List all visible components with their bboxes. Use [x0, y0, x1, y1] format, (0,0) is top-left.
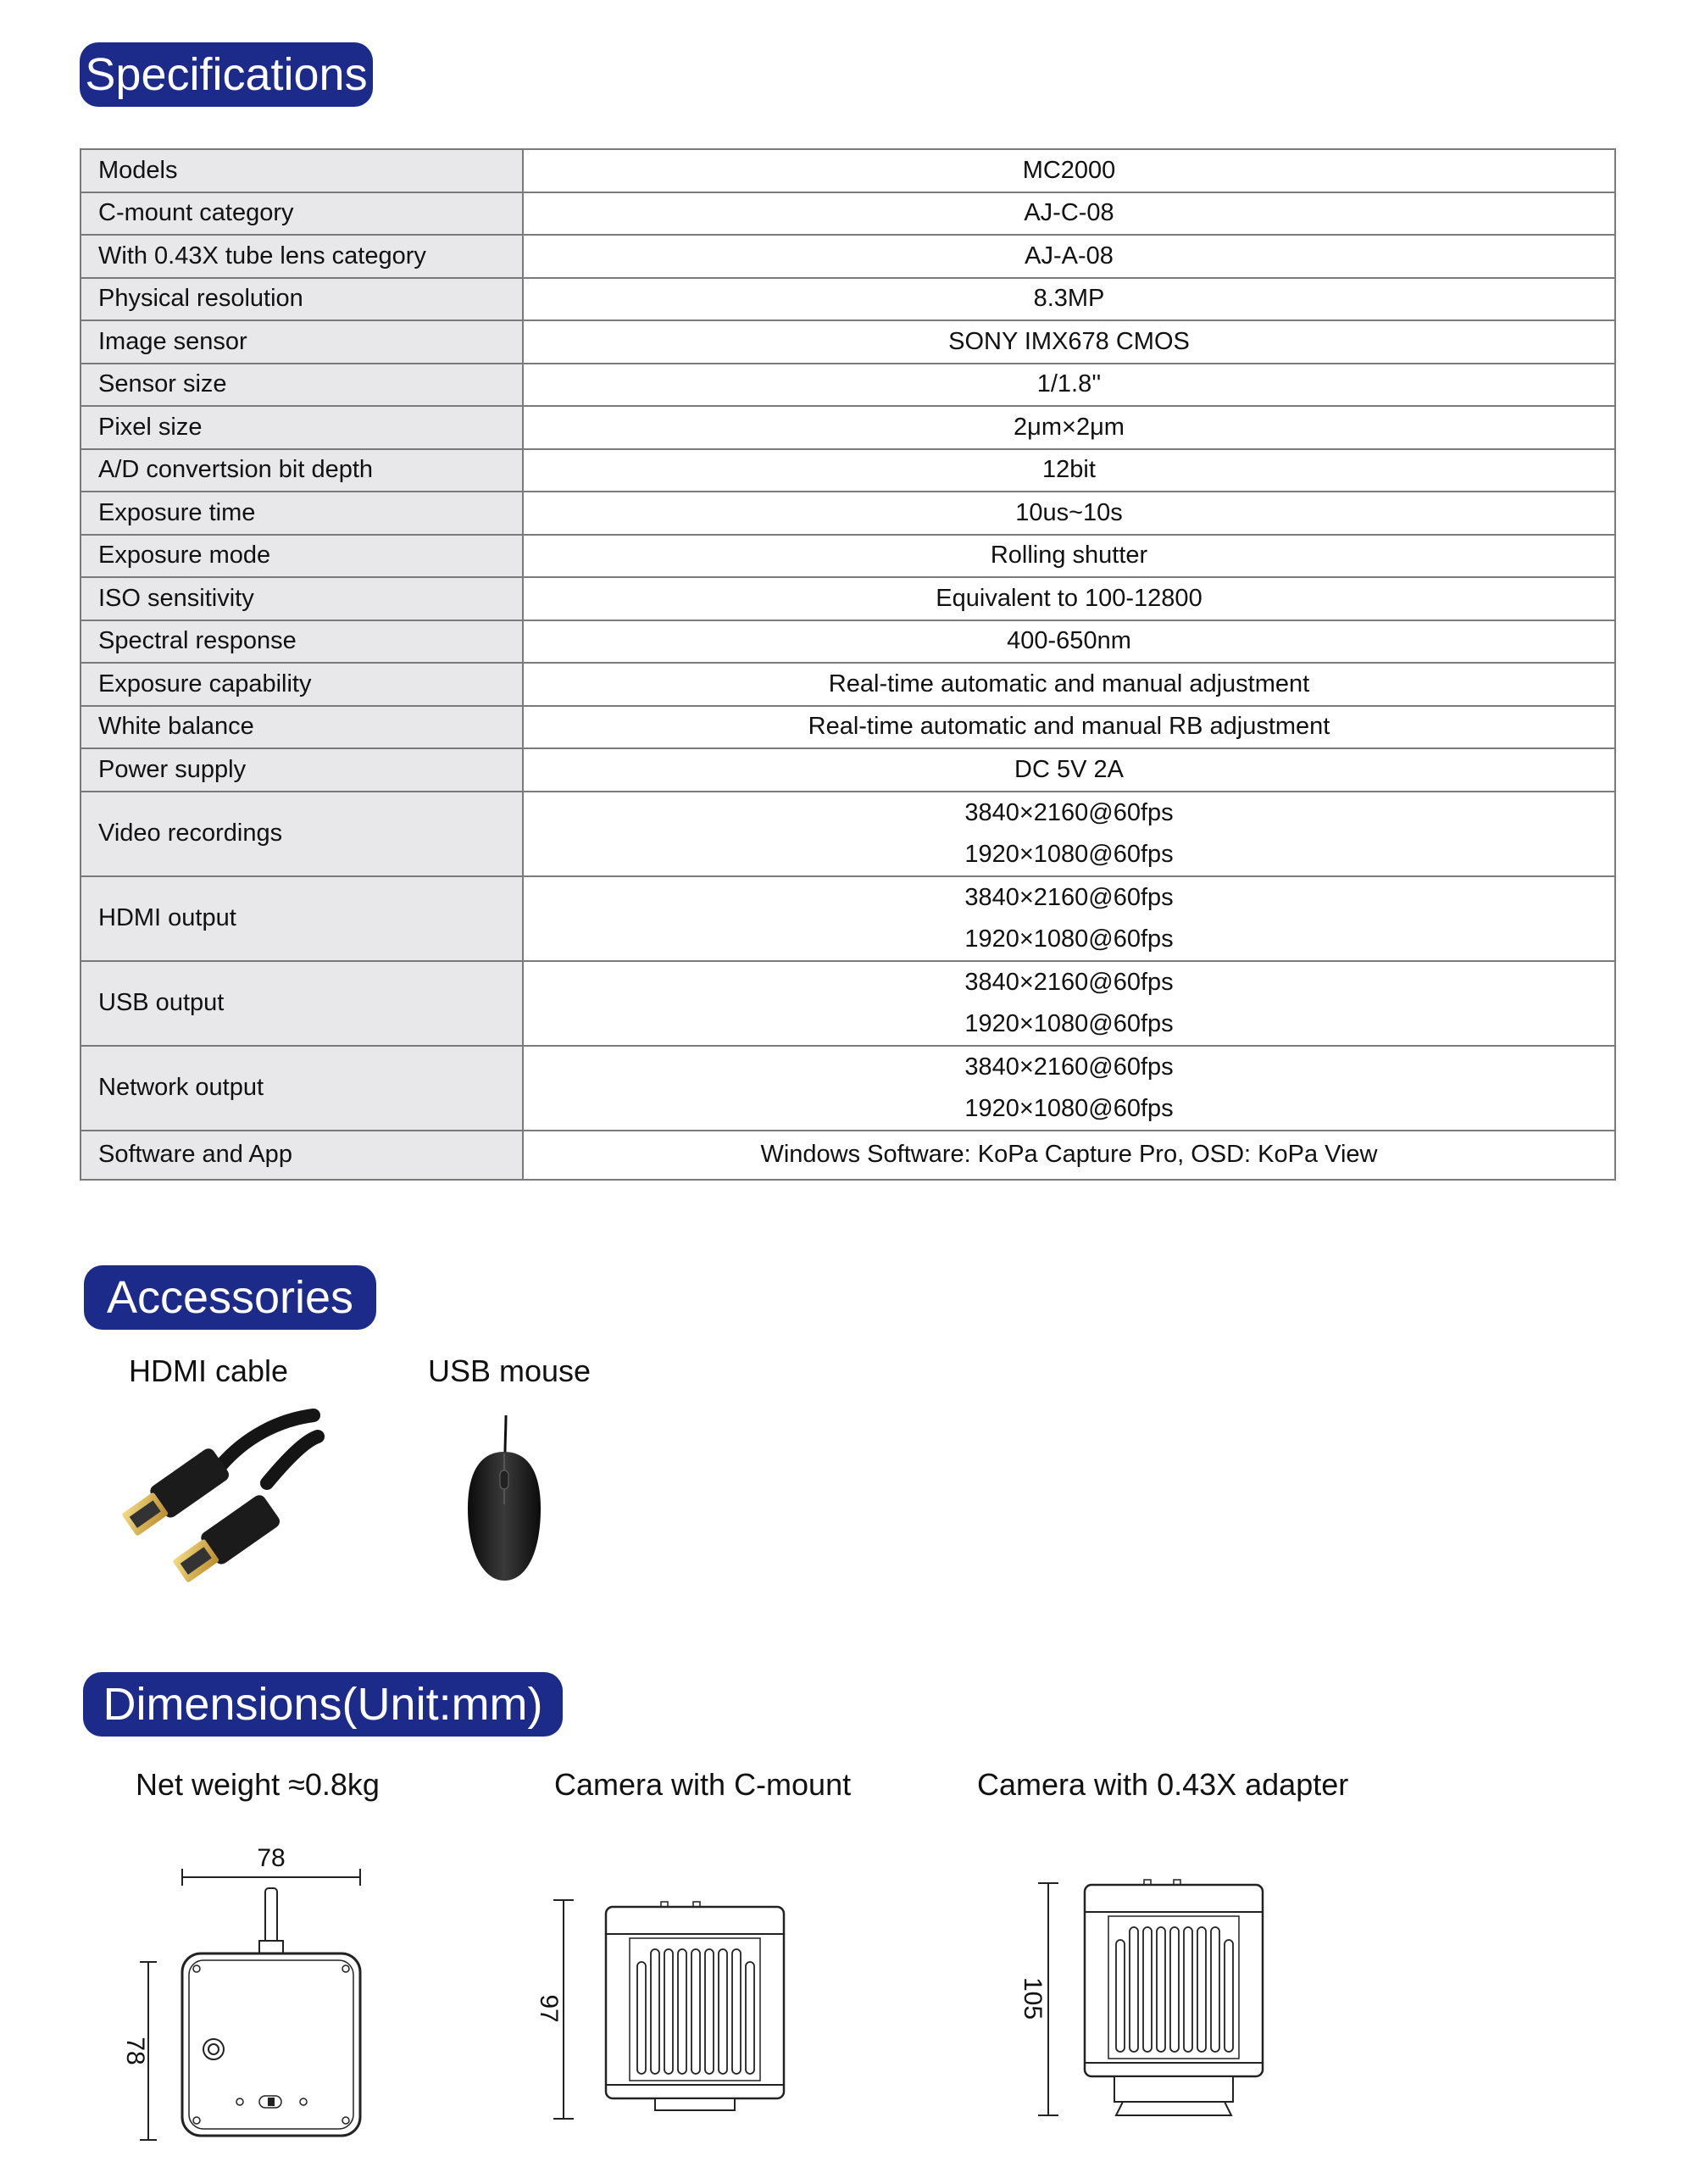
spec-key: Image sensor: [81, 320, 523, 364]
spec-value: DC 5V 2A: [523, 748, 1615, 792]
top-width-dimension: 78: [257, 1844, 286, 1872]
spec-key: C-mount category: [81, 192, 523, 236]
table-row: [81, 663, 1615, 706]
spec-key: Exposure mode: [81, 535, 523, 578]
spec-key: Video recordings: [81, 792, 523, 876]
adapter-height-dimension: 105: [1019, 1976, 1047, 2020]
spec-key: Pixel size: [81, 406, 523, 449]
table-row: [81, 748, 1615, 792]
table-row: [81, 449, 1615, 492]
table-row: [81, 192, 1615, 236]
spec-key: White balance: [81, 706, 523, 749]
table-row: [81, 1046, 1615, 1131]
specifications-heading: Specifications: [80, 42, 373, 107]
spec-value-line: 1920×1080@60fps: [964, 840, 1174, 868]
table-row: [81, 876, 1615, 961]
table-row: [81, 577, 1615, 620]
spec-value: 1/1.8'': [523, 364, 1615, 407]
camera-c-mount-drawing: [535, 1881, 797, 2136]
spec-value-line: 3840×2160@60fps: [964, 883, 1174, 911]
table-row: [81, 492, 1615, 535]
table-row: [81, 235, 1615, 278]
spec-value: Rolling shutter: [523, 535, 1615, 578]
hdmi-cable-icon: [119, 1407, 322, 1593]
spec-key: With 0.43X tube lens category: [81, 235, 523, 278]
spec-value-line: 3840×2160@60fps: [964, 1053, 1174, 1081]
camera-adapter-label: Camera with 0.43X adapter: [977, 1767, 1349, 1802]
table-row: [81, 792, 1615, 876]
spec-key: ISO sensitivity: [81, 577, 523, 620]
spec-key: Exposure capability: [81, 663, 523, 706]
spec-value: 400-650nm: [523, 620, 1615, 664]
table-row: [81, 406, 1615, 449]
usb-mouse-icon: [458, 1411, 551, 1589]
spec-key: A/D convertsion bit depth: [81, 449, 523, 492]
spec-value: Windows Software: KoPa Capture Pro, OSD: KoPa View: [523, 1131, 1615, 1180]
spec-key: Spectral response: [81, 620, 523, 664]
camera-top-view-drawing: [110, 1831, 381, 2153]
spec-key: Models: [81, 149, 523, 192]
spec-value: [523, 792, 1615, 876]
spec-value: AJ-A-08: [523, 235, 1615, 278]
table-row: [81, 149, 1615, 192]
spec-value-line: 1920×1080@60fps: [964, 925, 1174, 953]
net-weight-label: Net weight ≈0.8kg: [136, 1767, 380, 1802]
camera-c-mount-label: Camera with C-mount: [554, 1767, 852, 1802]
table-row: [81, 620, 1615, 664]
spec-value-line: 1920×1080@60fps: [964, 1009, 1174, 1037]
top-height-dimension: 78: [121, 2037, 149, 2065]
spec-value: [523, 876, 1615, 961]
spec-value: AJ-C-08: [523, 192, 1615, 236]
spec-value: SONY IMX678 CMOS: [523, 320, 1615, 364]
spec-key: Exposure time: [81, 492, 523, 535]
table-row: [81, 961, 1615, 1046]
spec-key: USB output: [81, 961, 523, 1046]
specifications-table: [80, 148, 1616, 1181]
table-row: [81, 364, 1615, 407]
hdmi-cable-label: HDMI cable: [129, 1353, 289, 1388]
camera-adapter-drawing: [1013, 1864, 1292, 2136]
table-row: [81, 535, 1615, 578]
spec-value: 8.3MP: [523, 278, 1615, 321]
spec-value-line: 3840×2160@60fps: [964, 968, 1174, 996]
spec-key: Software and App: [81, 1131, 523, 1180]
table-row: [81, 320, 1615, 364]
spec-value-line: 3840×2160@60fps: [964, 798, 1174, 826]
usb-mouse-label: USB mouse: [428, 1353, 592, 1388]
spec-value: [523, 961, 1615, 1046]
spec-value: 2μm×2μm: [523, 406, 1615, 449]
spec-key: HDMI output: [81, 876, 523, 961]
spec-key: Physical resolution: [81, 278, 523, 321]
spec-value: 10us~10s: [523, 492, 1615, 535]
spec-value: Real-time automatic and manual adjustment: [523, 663, 1615, 706]
spec-value: Real-time automatic and manual RB adjustment: [523, 706, 1615, 749]
table-row: [81, 278, 1615, 321]
spec-value-line: 1920×1080@60fps: [964, 1094, 1174, 1122]
spec-key: Network output: [81, 1046, 523, 1131]
spec-value: Equivalent to 100-12800: [523, 577, 1615, 620]
table-row: [81, 1131, 1615, 1180]
c-mount-height-dimension: 97: [535, 1994, 563, 2023]
spec-key: Sensor size: [81, 364, 523, 407]
table-row: [81, 706, 1615, 749]
spec-value: [523, 1046, 1615, 1131]
dimensions-heading: Dimensions(Unit:mm): [83, 1672, 563, 1737]
accessories-heading: Accessories: [84, 1265, 376, 1330]
spec-value: MC2000: [523, 149, 1615, 192]
spec-key: Power supply: [81, 748, 523, 792]
spec-value: 12bit: [523, 449, 1615, 492]
